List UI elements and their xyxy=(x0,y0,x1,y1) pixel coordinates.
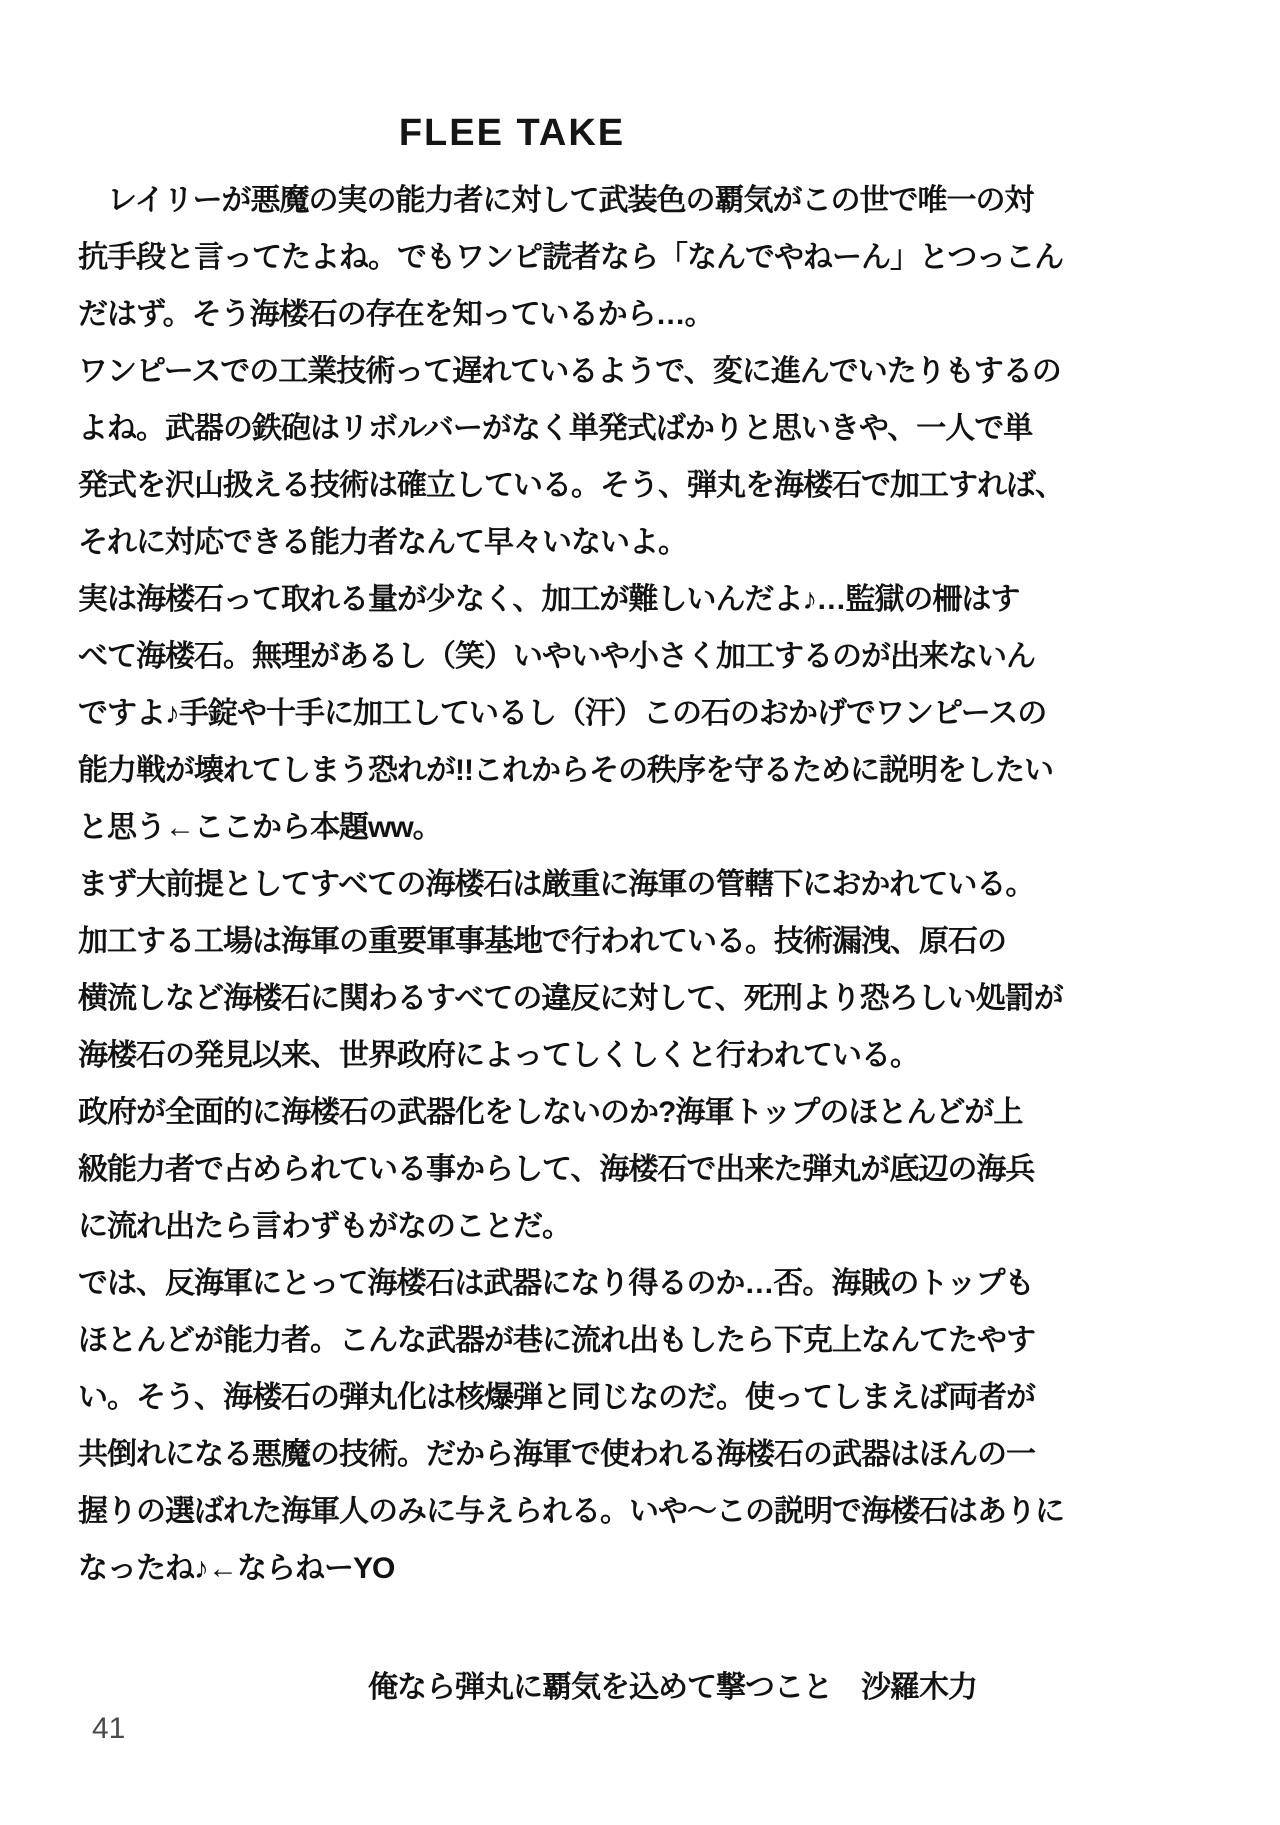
text-line: 級能力者で占められている事からして、海楼石で出来た弾丸が底辺の海兵 xyxy=(78,1153,1035,1186)
footer-note: 俺なら弾丸に覇気を込めて撃つこと 沙羅木力 xyxy=(368,1671,977,1704)
text-line: 能力戦が壊れてしまう恐れが!!これからその秩序を守るために説明をしたい xyxy=(78,754,1053,787)
text-line: では、反海軍にとって海楼石は武器になり得るのか…否。海賊のトップも xyxy=(78,1267,1034,1300)
text-line: よね。武器の鉄砲はリボルバーがなく単発式ばかりと思いきや、一人で単 xyxy=(78,412,1033,445)
text-line: 共倒れになる悪魔の技術。だから海軍で使われる海楼石の武器はほんの一 xyxy=(78,1438,1035,1471)
text-line: レイリーが悪魔の実の能力者に対して武装色の覇気がこの世で唯一の対 xyxy=(78,184,1034,217)
text-line: だはず。そう海楼石の存在を知っているから…。 xyxy=(78,298,714,331)
text-line: 握りの選ばれた海軍人のみに与えられる。いや〜この説明で海楼石はありに xyxy=(78,1495,1064,1528)
text-line: に流れ出たら言わずもがなのことだ。 xyxy=(78,1210,571,1243)
page-title: FLEE TAKE xyxy=(398,112,626,154)
text-line: ほとんどが能力者。こんな武器が巷に流れ出もしたら下克上なんてたやす xyxy=(78,1324,1035,1357)
text-line: 横流しなど海楼石に関わるすべての違反に対して、死刑より恐ろしい処罰が xyxy=(78,982,1063,1015)
text-line: 実は海楼石って取れる量が少なく、加工が難しいんだよ♪…監獄の柵はす xyxy=(78,583,1020,616)
text-line: 政府が全面的に海楼石の武器化をしないのか?海軍トップのほとんどが上 xyxy=(78,1096,1023,1129)
body-text xyxy=(78,172,1064,1597)
text-line: 発式を沢山扱える技術は確立している。そう、弾丸を海楼石で加工すれば、 xyxy=(78,469,1064,502)
text-line: と思う←ここから本題ww。 xyxy=(78,811,442,844)
text-line: 加工する工場は海軍の重要軍事基地で行われている。技術漏洩、原石の xyxy=(78,925,1006,958)
page-number: 41 xyxy=(92,1712,126,1745)
text-line: ですよ♪手錠や十手に加工しているし（汗）この石のおかげでワンピースの xyxy=(78,697,1047,730)
text-line: い。そう、海楼石の弾丸化は核爆弾と同じなのだ。使ってしまえば両者が xyxy=(78,1381,1035,1414)
text-line: べて海楼石。無理があるし（笑）いやいや小さく加工するのが出来ないん xyxy=(78,640,1035,673)
text-line: ワンピースでの工業技術って遅れているようで、変に進んでいたりもするの xyxy=(78,355,1061,388)
text-line: まず大前提としてすべての海楼石は厳重に海軍の管轄下におかれている。 xyxy=(78,868,1035,901)
text-line: 抗手段と言ってたよね。でもワンピ読者なら「なんでやねーん」とつっこん xyxy=(78,241,1064,274)
text-line: なったね♪←ならねーYO xyxy=(78,1552,395,1585)
text-line: それに対応できる能力者なんて早々いないよ。 xyxy=(78,526,687,559)
text-line: 海楼石の発見以来、世界政府によってしくしくと行われている。 xyxy=(78,1039,919,1072)
